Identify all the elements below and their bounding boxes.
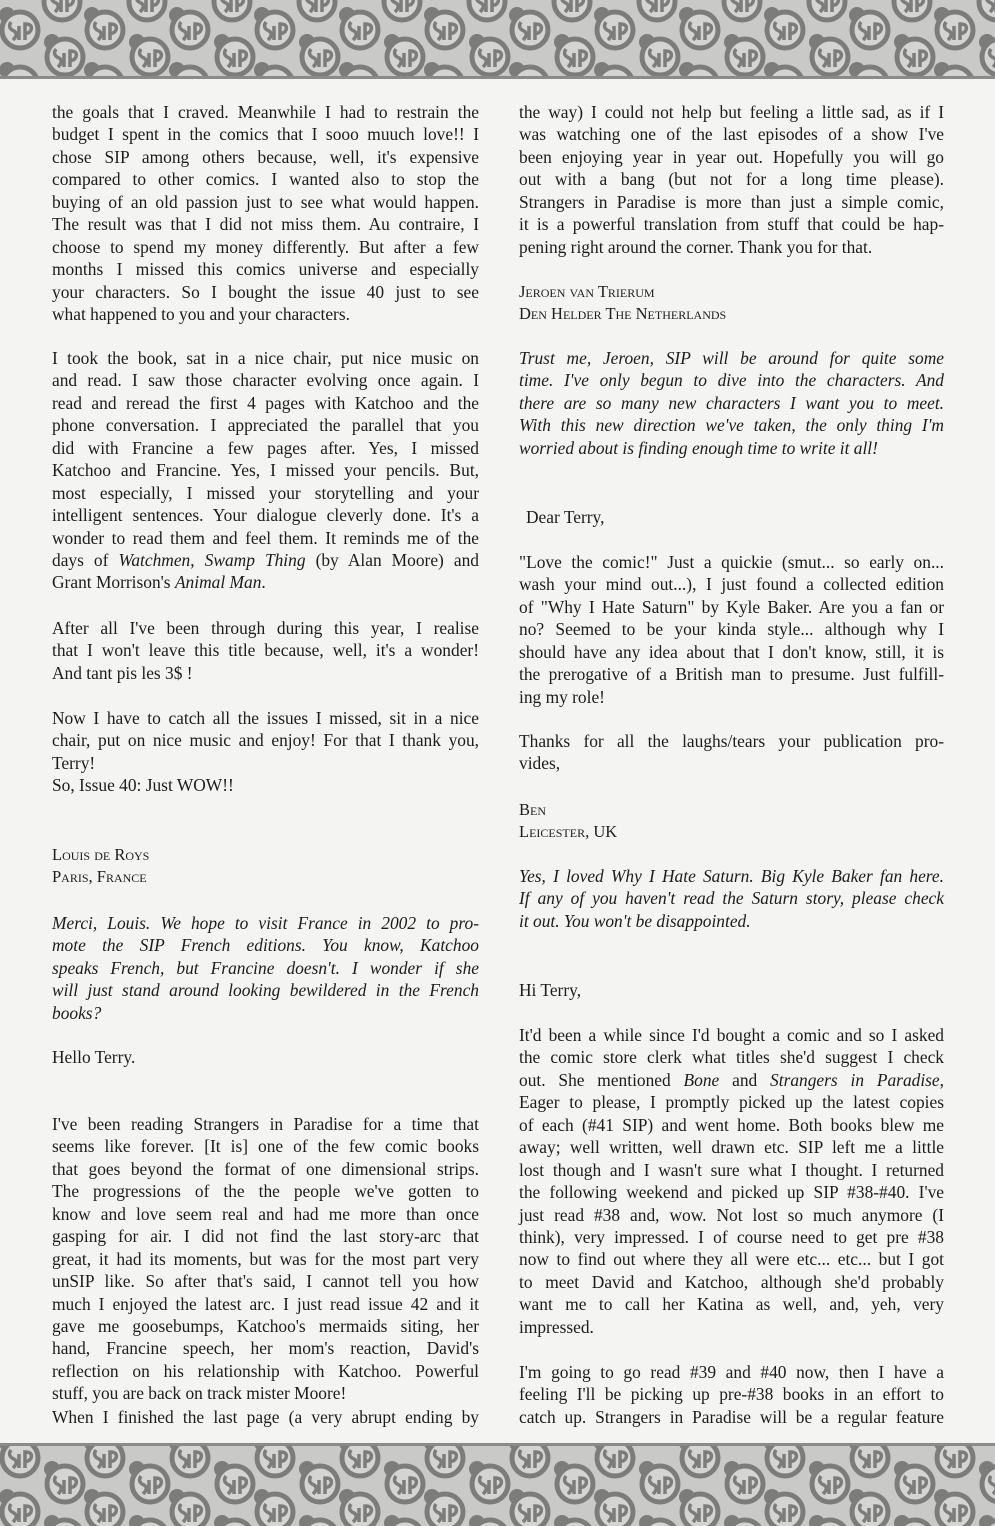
- text-line: of each (#41 SIP) and went home. Both books blew me: [519, 1114, 944, 1135]
- text-line: Trust me, Jeroen, SIP will be around for quite some: [519, 348, 944, 368]
- text-line: Paris, France: [52, 867, 147, 887]
- sip-logo-icon: [809, 1515, 848, 1526]
- text-line: impressed.: [519, 1316, 594, 1337]
- text-line: It'd been a while since I'd bought a comic and so I asked: [519, 1025, 944, 1045]
- sip-logo-icon: [339, 1446, 378, 1476]
- text-line: reflection on his relationship with Katchoo. Powerful: [52, 1360, 479, 1381]
- text-line: "Love the comic!" Just a quickie (smut... so early on...: [519, 552, 944, 572]
- text-line: Merci, Louis. We hope to visit France in 2002 to pro-: [52, 913, 479, 933]
- sip-logo-icon: [384, 34, 423, 75]
- sip-logo-icon: [0, 1489, 38, 1526]
- header-logo-banner: [0, 0, 995, 79]
- text-line: budget I spent in the comics that I sooo muuch love!! I: [52, 124, 479, 145]
- text-line: If any of you haven't read the Saturn story, please check: [519, 888, 944, 909]
- editor-reply: [52, 912, 479, 1024]
- sip-logo-icon: [384, 1461, 423, 1502]
- text-line: [52, 571, 479, 593]
- sip-logo-icon: [424, 62, 463, 76]
- sip-logo-icon: [384, 1515, 423, 1526]
- sip-logo-icon: [0, 7, 38, 48]
- letter-signature: [519, 281, 944, 326]
- title-italic: Swamp Thing: [204, 549, 306, 570]
- sip-logo-icon: [509, 1489, 548, 1526]
- sip-logo-icon: [169, 62, 208, 76]
- sip-logo-icon: [849, 62, 888, 76]
- text-line: When I finished the last page (a very abrupt ending by: [52, 1407, 479, 1427]
- sip-logo-icon: [809, 1461, 848, 1502]
- text-line: gasping for air. I did not find the last story-arc that: [52, 1226, 479, 1247]
- text-line: Hi Terry,: [519, 980, 582, 1000]
- text-line: buying of an old passion just to see what would happen.: [52, 191, 479, 212]
- sip-logo-icon: [679, 1489, 718, 1526]
- sip-logo-icon: [724, 1461, 763, 1502]
- text-line: Terry!: [52, 752, 96, 773]
- letter-paragraph: [519, 979, 944, 1001]
- sip-logo-icon: [849, 1446, 888, 1476]
- text-line: mote the SIP French editions. You know, Katchoo: [52, 935, 479, 956]
- text-line: Louis de Roys: [52, 845, 150, 864]
- text-line: and read. I saw those character evolving once again. I: [52, 370, 479, 391]
- text-line: did with Francine a few pages after. Yes, I missed: [52, 437, 479, 458]
- title-italic: Animal Man: [174, 572, 262, 593]
- text-line: Leicester, UK: [519, 822, 618, 842]
- text-line: great, it had its moments, but was for the most part very: [52, 1248, 479, 1269]
- sip-logo-icon: [299, 34, 338, 75]
- text-line: lost though and I wasn't sure what I thought. I returned: [519, 1159, 944, 1180]
- sip-logo-icon: [339, 7, 378, 48]
- sip-logo-icon: [469, 1461, 508, 1502]
- text-line: much I enjoyed the latest arc. I just read issue 42 and it: [52, 1293, 479, 1314]
- text-line: unSIP like. So after that's said, I cannot tell you how: [52, 1271, 479, 1292]
- text-line: away; well written, well drawn etc. SIP left me a little: [519, 1137, 944, 1158]
- sip-logo-icon: [849, 1489, 888, 1526]
- sip-logo-icon: [724, 1515, 763, 1526]
- text-line: I'm going to go read #39 and #40 now, then I have a: [519, 1362, 944, 1382]
- text-line: Eager to please, I promptly picked up the latest copies: [519, 1092, 944, 1113]
- text-line: Now I have to catch all the issues I missed, sit in a nice: [52, 708, 479, 728]
- text-line: After all I've been through during this year, I realise: [52, 618, 479, 638]
- text-line: wonder to read them and feel them. It reminds me of the: [52, 527, 479, 548]
- sip-logo-icon: [339, 62, 378, 76]
- text-segment: (by Alan Moore) and: [305, 549, 479, 570]
- sip-logo-icon: [84, 7, 123, 48]
- text-line: catch up. Strangers in Paradise will be a regular feature: [519, 1406, 944, 1427]
- text-line: feeling I'll be picking up pre-#38 books in an effort to: [519, 1384, 944, 1405]
- text-line: there are so many new characters I want you to meet.: [519, 392, 944, 413]
- text-line: the comic store clerk what titles she'd suggest I check: [519, 1047, 944, 1068]
- text-line: Den Helder The Netherlands: [519, 304, 727, 324]
- text-line: Jeroen van Trierum: [519, 282, 655, 301]
- text-line: the way) I could not help but feeling a little sad, as if I: [519, 102, 944, 122]
- sip-logo-icon: [979, 34, 995, 75]
- text-line: the goals that I craved. Meanwhile I had to restrain the: [52, 102, 479, 122]
- editor-reply: [519, 865, 944, 932]
- sip-logo-icon: [594, 1489, 633, 1526]
- sip-logo-icon: [339, 1489, 378, 1526]
- text-line: compared to other comics. I wanted also to stop the: [52, 169, 479, 190]
- sip-logo-icon: [891, 0, 930, 20]
- text-segment: out. She mentioned: [519, 1069, 684, 1090]
- sip-logo-icon: [84, 62, 123, 76]
- text-line: speaks French, but Francine doesn't. I wonder if she: [52, 957, 479, 978]
- letter-paragraph: [52, 617, 479, 684]
- sip-logo-icon: [979, 1515, 995, 1526]
- sip-logo-icon: [424, 1446, 463, 1476]
- sip-logo-icon: [934, 1489, 973, 1526]
- letter-paragraph: [52, 1113, 479, 1405]
- sip-logo-icon: [554, 1461, 593, 1502]
- sip-logo-icon: [44, 34, 83, 75]
- sip-logo-icon: [976, 0, 995, 20]
- letter-greeting: [519, 506, 951, 528]
- sip-logo-icon: [764, 62, 803, 76]
- text-line: Yes, I loved Why I Hate Saturn. Big Kyle Baker fan here.: [519, 866, 944, 886]
- sip-logo-icon: [934, 62, 973, 76]
- letter-paragraph: [52, 774, 479, 796]
- text-line: out with a bang (but not for a long time please).: [519, 169, 944, 190]
- text-line: that I won't leave this title because, well, it's a wonder!: [52, 640, 479, 661]
- sip-logo-icon: [169, 7, 208, 48]
- text-line: was watching one of the last episodes of a show I've: [519, 124, 944, 145]
- text-segment: days of: [52, 549, 119, 570]
- text-line: that goes beyond the format of one dimensional strips.: [52, 1158, 479, 1179]
- sip-logo-icon: [639, 1515, 678, 1526]
- sip-logo-icon: [129, 1515, 168, 1526]
- sip-logo-icon: [554, 34, 593, 75]
- sip-logo-icon: [721, 0, 760, 20]
- sip-logo-icon: [211, 0, 250, 20]
- letter-signature: [519, 799, 944, 844]
- letter-signature: [52, 844, 479, 889]
- sip-logo-icon: [41, 0, 80, 20]
- sip-logo-icon: [84, 1489, 123, 1526]
- sip-logo-icon: [679, 7, 718, 48]
- text-segment: .: [261, 572, 266, 593]
- sip-logo-icon: [934, 1446, 973, 1476]
- letter-paragraph: [519, 551, 944, 708]
- text-line: [519, 1069, 944, 1091]
- sip-logo-icon: [299, 1461, 338, 1502]
- sip-logo-icon: [44, 1515, 83, 1526]
- text-line: your characters. So I bought the issue 40 just to see: [52, 281, 479, 302]
- sip-logo-icon: [509, 1446, 548, 1476]
- text-line: chair, put on nice music and enjoy! For that I thank you,: [52, 730, 479, 751]
- text-line: [52, 549, 479, 571]
- sip-logo-icon: [849, 7, 888, 48]
- text-line: just read #38 and, wow. Not lost so much anymore (I: [519, 1204, 944, 1225]
- sip-logo-icon: [254, 7, 293, 48]
- sip-logo-icon: [169, 1446, 208, 1476]
- text-segment: ,: [939, 1069, 945, 1090]
- title-italic: Strangers in Paradise: [770, 1069, 940, 1090]
- sip-logo-icon: [169, 1489, 208, 1526]
- text-line: Ben: [519, 800, 547, 819]
- text-line: phone conversation. I appreciated the parallel that you: [52, 415, 479, 436]
- sip-logo-icon: [129, 1461, 168, 1502]
- sip-logo-icon: [894, 34, 933, 75]
- text-line: will just stand around looking bewildered in the French: [52, 980, 479, 1001]
- text-line: it is a powerful translation from stuff that could be hap-: [519, 214, 944, 235]
- text-line: of "Why I Hate Saturn" by Kyle Baker. Are you a fan or: [519, 596, 944, 617]
- sip-logo-icon: [466, 0, 505, 20]
- text-line: now to find out where they all were etc... etc... but I got: [519, 1249, 944, 1270]
- sip-logo-icon: [254, 1489, 293, 1526]
- letter-paragraph: [519, 1361, 944, 1428]
- letter-paragraph: [52, 707, 479, 774]
- sip-logo-icon: [979, 1461, 995, 1502]
- text-line: time. I've only begun to dive into the characters. And: [519, 370, 944, 391]
- sip-logo-icon: [764, 1446, 803, 1476]
- text-line: what happened to you and your characters.: [52, 303, 350, 324]
- sip-logo-icon: [639, 34, 678, 75]
- title-italic: Watchmen: [118, 549, 191, 570]
- letter-paragraph: [519, 101, 944, 258]
- sip-logo-icon: [809, 34, 848, 75]
- sip-logo-icon: [594, 1446, 633, 1476]
- text-line: Dear Terry,: [526, 507, 605, 527]
- sip-logo-icon: [806, 0, 845, 20]
- sip-logo-icon: [129, 34, 168, 75]
- sip-logo-icon: [84, 1446, 123, 1476]
- text-line: Thanks for all the laughs/tears your publication pro-: [519, 731, 944, 751]
- text-line: pening right around the corner. Thank you for that.: [519, 236, 873, 257]
- letter-paragraph: [519, 730, 944, 775]
- sip-logo-icon: [469, 34, 508, 75]
- text-line: the prerogative of a British man to presume. Just fulfill-: [519, 664, 944, 685]
- sip-logo-icon: [764, 1489, 803, 1526]
- sip-logo-icon: [424, 1489, 463, 1526]
- sip-logo-icon: [424, 7, 463, 48]
- sip-logo-icon: [254, 1446, 293, 1476]
- text-line: want me to call her Katina as well, and, yeh, very: [519, 1294, 944, 1315]
- text-line: should have any idea about that I don't know, still, it is: [519, 641, 944, 662]
- text-segment: ,: [190, 549, 205, 570]
- sip-logo-icon: [894, 1515, 933, 1526]
- sip-logo-icon: [296, 0, 335, 20]
- text-line: chose SIP among others because, well, it's expensive: [52, 146, 479, 167]
- letter-paragraph: [52, 1046, 479, 1068]
- text-line: Hello Terry.: [52, 1047, 136, 1067]
- text-line: stuff, you are back on track mister Moore!: [52, 1383, 347, 1404]
- sip-logo-icon: [0, 1446, 38, 1476]
- sip-logo-icon: [764, 7, 803, 48]
- sip-logo-icon: [554, 1515, 593, 1526]
- text-line: ing my role!: [519, 686, 605, 707]
- title-italic: Bone: [683, 1069, 720, 1090]
- text-line: most especially, I missed your storytelling and your: [52, 482, 479, 503]
- sip-logo-icon: [724, 34, 763, 75]
- sip-logo-icon: [469, 1515, 508, 1526]
- letter-paragraph: [52, 347, 479, 594]
- editor-reply: [519, 347, 944, 459]
- text-line: worried about is finding enough time to write it all!: [519, 437, 878, 458]
- sip-logo-icon: [381, 0, 420, 20]
- sip-logo-icon: [594, 7, 633, 48]
- text-line: seems like forever. [It is] one of the few comic books: [52, 1136, 479, 1157]
- text-line: books?: [52, 1002, 102, 1023]
- text-line: gave me goosebumps, Katchoo's mermaids siting, her: [52, 1315, 479, 1336]
- text-line: With this new direction we've taken, the only thing I'm: [519, 415, 944, 436]
- sip-logo-icon: [639, 1461, 678, 1502]
- text-line: So, Issue 40: Just WOW!!: [52, 775, 234, 795]
- sip-logo-icon: [679, 1446, 718, 1476]
- text-line: read and reread the first 4 pages with Katchoo and the: [52, 392, 479, 413]
- text-line: hand, Francine speech, her mom's reaction, David's: [52, 1338, 479, 1359]
- text-line: to meet David and Katchoo, although she'd probably: [519, 1271, 944, 1292]
- letter-paragraph: [52, 1406, 479, 1428]
- text-line: The progressions of the the people we've gotten to: [52, 1181, 479, 1202]
- text-line: Katchoo and Francine. Yes, I missed your pencils. But,: [52, 460, 479, 481]
- sip-logo-icon: [0, 62, 38, 76]
- text-line: And tant pis les 3$ !: [52, 662, 193, 683]
- sip-logo-icon: [299, 1515, 338, 1526]
- text-line: I've been reading Strangers in Paradise for a time that: [52, 1114, 479, 1134]
- text-line: think), very impressed. I of course need to get pre #38: [519, 1226, 944, 1247]
- text-line: vides,: [519, 753, 561, 774]
- text-line: wash your mind out...), I just found a collected edition: [519, 574, 944, 595]
- text-segment: and: [719, 1069, 771, 1090]
- text-line: choose to spend my money differently. But after a few: [52, 236, 479, 257]
- text-line: it out. You won't be disappointed.: [519, 910, 751, 931]
- sip-logo-icon: [214, 1461, 253, 1502]
- sip-logo-icon: [214, 34, 253, 75]
- sip-logo-icon: [636, 0, 675, 20]
- sip-logo-icon: [679, 62, 718, 76]
- text-line: I took the book, sat in a nice chair, put nice music on: [52, 348, 479, 368]
- text-line: Strangers in Paradise is more than just a simple comic,: [519, 191, 944, 212]
- sip-logo-icon: [126, 0, 165, 20]
- text-segment: Grant Morrison's: [52, 572, 175, 593]
- text-line: The result was that I did not miss them. Au contraire, I: [52, 214, 479, 235]
- sip-logo-icon: [44, 1461, 83, 1502]
- sip-logo-icon: [214, 1515, 253, 1526]
- letter-paragraph: [52, 101, 479, 325]
- sip-logo-icon: [934, 7, 973, 48]
- sip-logo-icon: [894, 1461, 933, 1502]
- text-line: months I missed this comics universe and especially: [52, 259, 479, 280]
- sip-logo-icon: [509, 7, 548, 48]
- text-line: intelligent sentences. Your dialogue cleverly done. It's a: [52, 505, 479, 526]
- text-line: no? Seemed to be your kinda style... although why I: [519, 619, 944, 640]
- text-line: know and love seem real and had me more than once: [52, 1203, 479, 1224]
- sip-logo-icon: [254, 62, 293, 76]
- sip-logo-icon: [551, 0, 590, 20]
- text-line: the following weekend and picked up SIP #38-#40. I've: [519, 1182, 944, 1203]
- sip-logo-icon: [509, 62, 548, 76]
- letter-paragraph: [519, 1024, 944, 1338]
- text-line: been enjoying year in year out. Hopefully you will go: [519, 146, 944, 167]
- footer-logo-banner: [0, 1443, 995, 1526]
- sip-logo-icon: [594, 62, 633, 76]
